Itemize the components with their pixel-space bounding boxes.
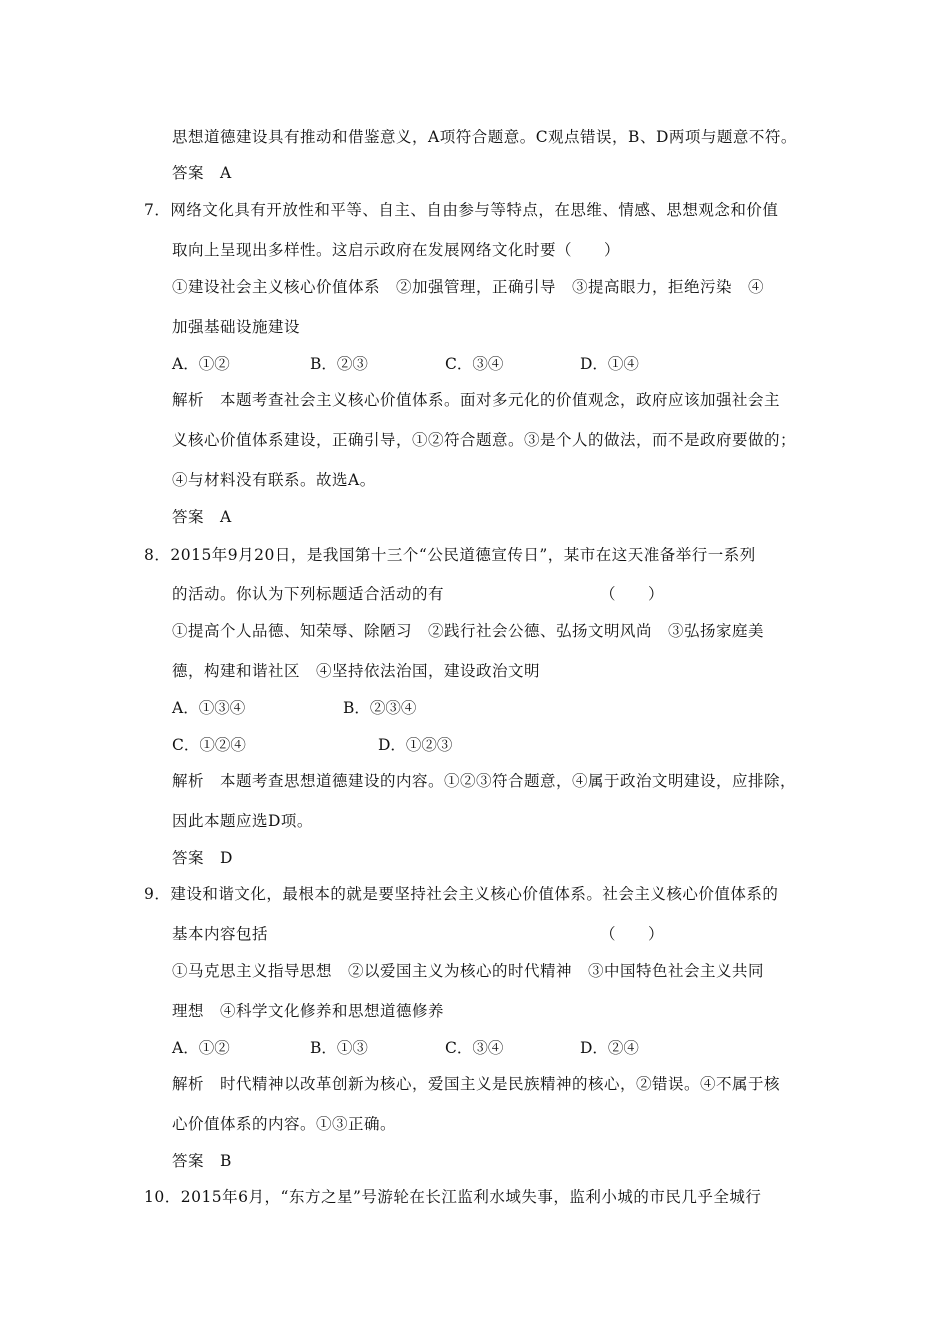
question-8-option-c: C．①②④ [172, 736, 246, 754]
question-7-items-cont: 加强基础设施建设 [172, 318, 301, 336]
question-9-explanation: 解析 时代精神以改革创新为核心，爱国主义是民族精神的核心，②错误。④不属于核 [172, 1075, 781, 1093]
question-7-option-b: B．②③ [310, 355, 368, 373]
question-7-option-d: D．①④ [580, 355, 639, 373]
question-8-items: ①提高个人品德、知荣辱、除陋习 ②践行社会公德、弘扬文明风尚 ③弘扬家庭美 [172, 622, 765, 640]
question-8-stem: 8．2015年9月20日，是我国第十三个“公民道德宣传日”，某市在这天准备举行一系列 [144, 546, 756, 564]
question-8-option-a: A．①③④ [172, 699, 246, 717]
question-10-stem: 10．2015年6月，“东方之星”号游轮在长江监利水域失事，监利小城的市民几乎全城行 [144, 1188, 762, 1206]
question-8-items-cont: 德，构建和谐社区 ④坚持依法治国，建设政治文明 [172, 662, 541, 680]
question-7-items: ①建设社会主义核心价值体系 ②加强管理，正确引导 ③提高眼力，拒绝污染 ④ [172, 278, 765, 296]
question-9-stem: 9．建设和谐文化，最根本的就是要坚持社会主义核心价值体系。社会主义核心价值体系的 [144, 885, 779, 903]
question-7-explanation-end: ④与材料没有联系。故选A。 [172, 471, 376, 489]
question-7-option-c: C．③④ [445, 355, 504, 373]
question-7-stem-cont: 取向上呈现出多样性。这启示政府在发展网络文化时要（ ） [172, 241, 621, 259]
question-9-items-cont: 理想 ④科学文化修养和思想道德修养 [172, 1002, 445, 1020]
question-9-paren: （ ） [600, 925, 665, 943]
question-8-explanation-cont: 因此本题应选D项。 [172, 812, 313, 830]
question-9-option-d: D．②④ [580, 1039, 639, 1057]
question-8-explanation: 解析 本题考查思想道德建设的内容。①②③符合题意，④属于政治文明建设，应排除， [172, 772, 797, 790]
question-7-explanation: 解析 本题考查社会主义核心价值体系。面对多元化的价值观念，政府应该加强社会主 [172, 391, 781, 409]
question-8-option-d: D．①②③ [378, 736, 453, 754]
question-8-option-b: B．②③④ [343, 699, 417, 717]
question-9-option-a: A．①② [172, 1039, 230, 1057]
question-8-paren: （ ） [600, 585, 665, 603]
question-7-option-a: A．①② [172, 355, 230, 373]
answer-7: 答案 A [172, 508, 232, 526]
question-9-stem-cont: 基本内容包括 [172, 925, 269, 943]
question-9-items: ①马克思主义指导思想 ②以爱国主义为核心的时代精神 ③中国特色社会主义共同 [172, 962, 765, 980]
question-9-explanation-cont: 心价值体系的内容。①③正确。 [172, 1115, 397, 1133]
question-7-stem: 7．网络文化具有开放性和平等、自主、自由参与等特点，在思维、情感、思想观念和价值 [144, 201, 779, 219]
question-9-option-b: B．①③ [310, 1039, 368, 1057]
question-9-option-c: C．③④ [445, 1039, 504, 1057]
answer-8: 答案 D [172, 849, 233, 867]
question-7-explanation-cont: 义核心价值体系建设，正确引导，①②符合题意。③是个人的做法，而不是政府要做的； [172, 431, 797, 449]
question-8-stem-cont: 的活动。你认为下列标题适合活动的有 [172, 585, 445, 603]
explanation-continuation: 思想道德建设具有推动和借鉴意义，A项符合题意。C观点错误，B、D两项与题意不符。 [172, 128, 797, 146]
answer-6: 答案 A [172, 164, 232, 182]
answer-9: 答案 B [172, 1152, 232, 1170]
